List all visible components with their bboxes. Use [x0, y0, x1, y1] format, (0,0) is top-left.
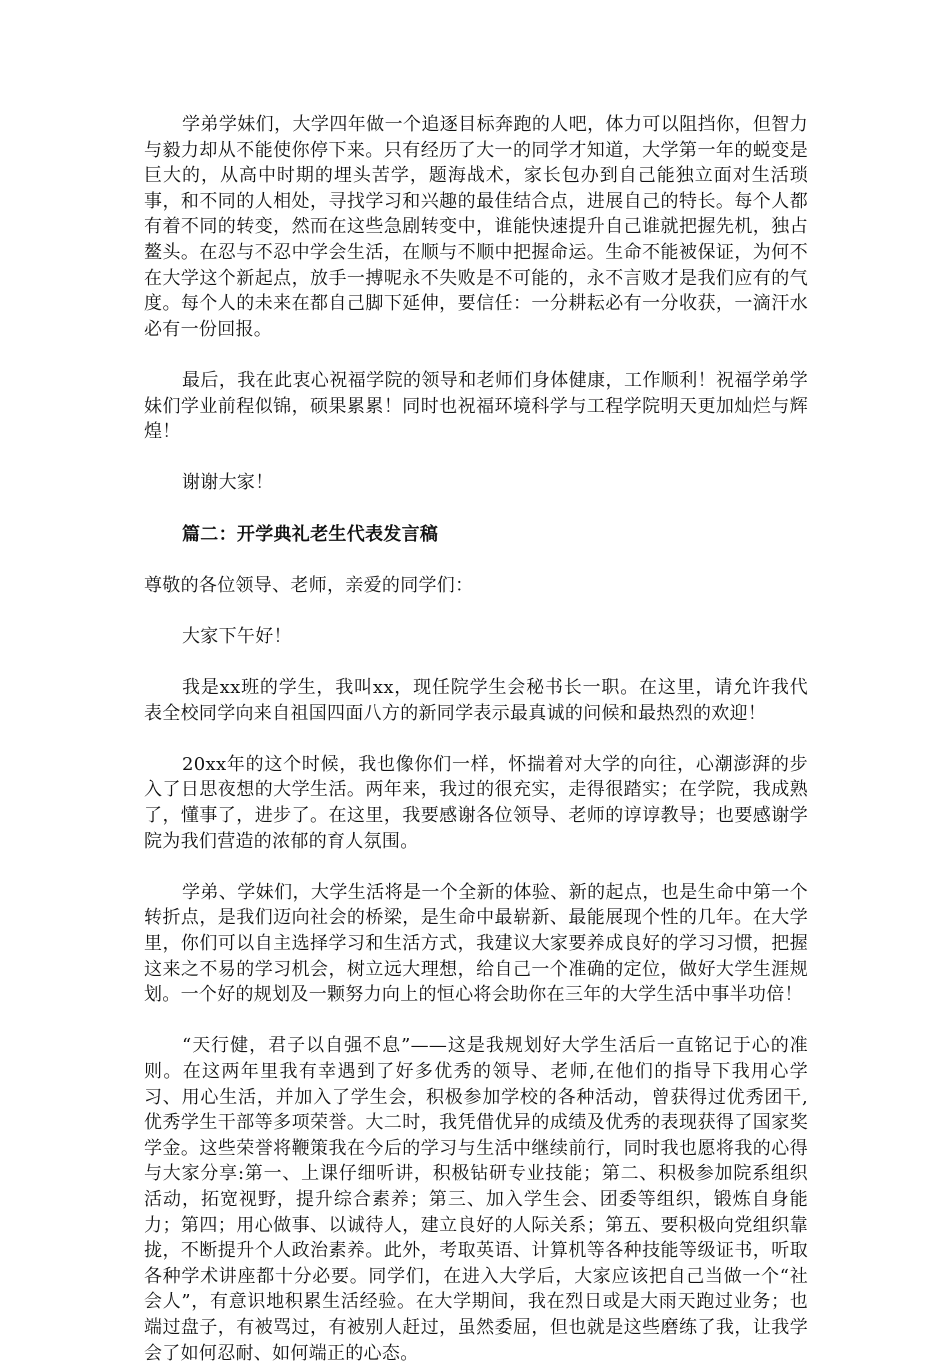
paragraph-memories: 20xx年的这个时候，我也像你们一样，怀揣着对大学的向往，心潮澎湃的步入了日思夜想的大学生活。两年来，我过的很充实，走得很踏实；在学院，我成熟了，懂事了，进步了。在这里，我要感谢各位领导、老师的谆谆教导；也要感谢学院为我们营造的浓郁的育人氛围。 — [144, 753, 808, 852]
paragraph-college-life: 学弟、学妹们，大学生活将是一个全新的体验、新的起点，也是生命中第一个转折点，是我们迈向社会的桥梁，是生命中最崭新、最能展现个性的几年。在大学里，你们可以自主选择学习和生活方式，我建议大家要养成良好的学习习惯，把握这来之不易的学习机会，树立远大理想，给自己一个准确的定位，做好大学生涯规划。一个好的规划及一颗努力向上的恒心将会助你在三年的大学生活中事半功倍！ — [144, 881, 808, 1006]
document-page — [144, 112, 808, 1366]
paragraph-advice: 学弟学妹们，大学四年做一个追逐目标奔跑的人吧，体力可以阻挡你，但智力与毅力却从不能使你停下来。只有经历了大一的同学才知道，大学第一年的蜕变是巨大的，从高中时期的埋头苦学，题海战术，家长包办到自己能独立面对生活琐事，和不同的人相处，寻找学习和兴趣的最佳结合点，进展自己的特长。每个人都有着不同的转变，然而在这些急剧转变中，谁能快速提升自己谁就把握先机，独占鳌头。在忍与不忍中学会生活，在顺与不顺中把握命运。生命不能被保证，为何不在大学这个新起点，放手一搏呢永不失败是不可能的，永不言败才是我们应有的气度。每个人的未来在都自己脚下延伸，要信任：一分耕耘必有一分收获，一滴汗水必有一份回报。 — [144, 114, 808, 340]
paragraph-salutation: 尊敬的各位领导、老师，亲爱的同学们： — [144, 574, 474, 596]
paragraph-experience: “天行健，君子以自强不息”——这是我规划好大学生活后一直铭记于心的准则。在这两年里我有幸遇到了好多优秀的领导、老师,在他们的指导下我用心学习、用心生活，并加入了学生会，积极参加学校的各种活动，曾获得过优秀团干,优秀学生干部等多项荣誉。大二时，我凭借优异的成绩及优秀的表现获得了国家奖学金。这些荣誉将鞭策我在今后的学习与生活中继续前行，同时我也愿将我的心得与大家分享:第一、上课仔细听讲，积极钻研专业技能；第二、积极参加院系组织活动，拓宽视野，提升综合素养；第三、加入学生会、团委等组织，锻炼自身能力；第四；用心做事、以诚待人，建立良好的人际关系；第五、要积极向党组织靠拢，不断提升个人政治素养。此外，考取英语、计算机等各种技能等级证书，听取各种学术讲座都十分必要。同学们，在进入大学后，大家应该把自己当做一个“社会人”，有意识地积累生活经验。在大学期间，我在烈日或是大雨天跑过业务；也端过盘子，有被骂过，有被别人赶过，虽然委屈，但也就是这些磨练了我，让我学会了如何忍耐、如何端正的心态。 — [144, 1035, 808, 1364]
paragraph-thanks: 谢谢大家！ — [182, 472, 274, 494]
paragraph-greeting: 大家下午好！ — [182, 625, 292, 647]
section-heading: 篇二：开学典礼老生代表发言稿 — [182, 523, 439, 545]
paragraph-blessing: 最后，我在此衷心祝福学院的领导和老师们身体健康，工作顺利！祝福学弟学妹们学业前程似锦，硕果累累！同时也祝福环境科学与工程学院明天更加灿烂与辉煌！ — [144, 369, 808, 443]
paragraph-introduction: 我是xx班的学生，我叫xx，现任院学生会秘书长一职。在这里，请允许我代表全校同学向来自祖国四面八方的新同学表示最真诚的问候和最热烈的欢迎！ — [144, 677, 808, 724]
